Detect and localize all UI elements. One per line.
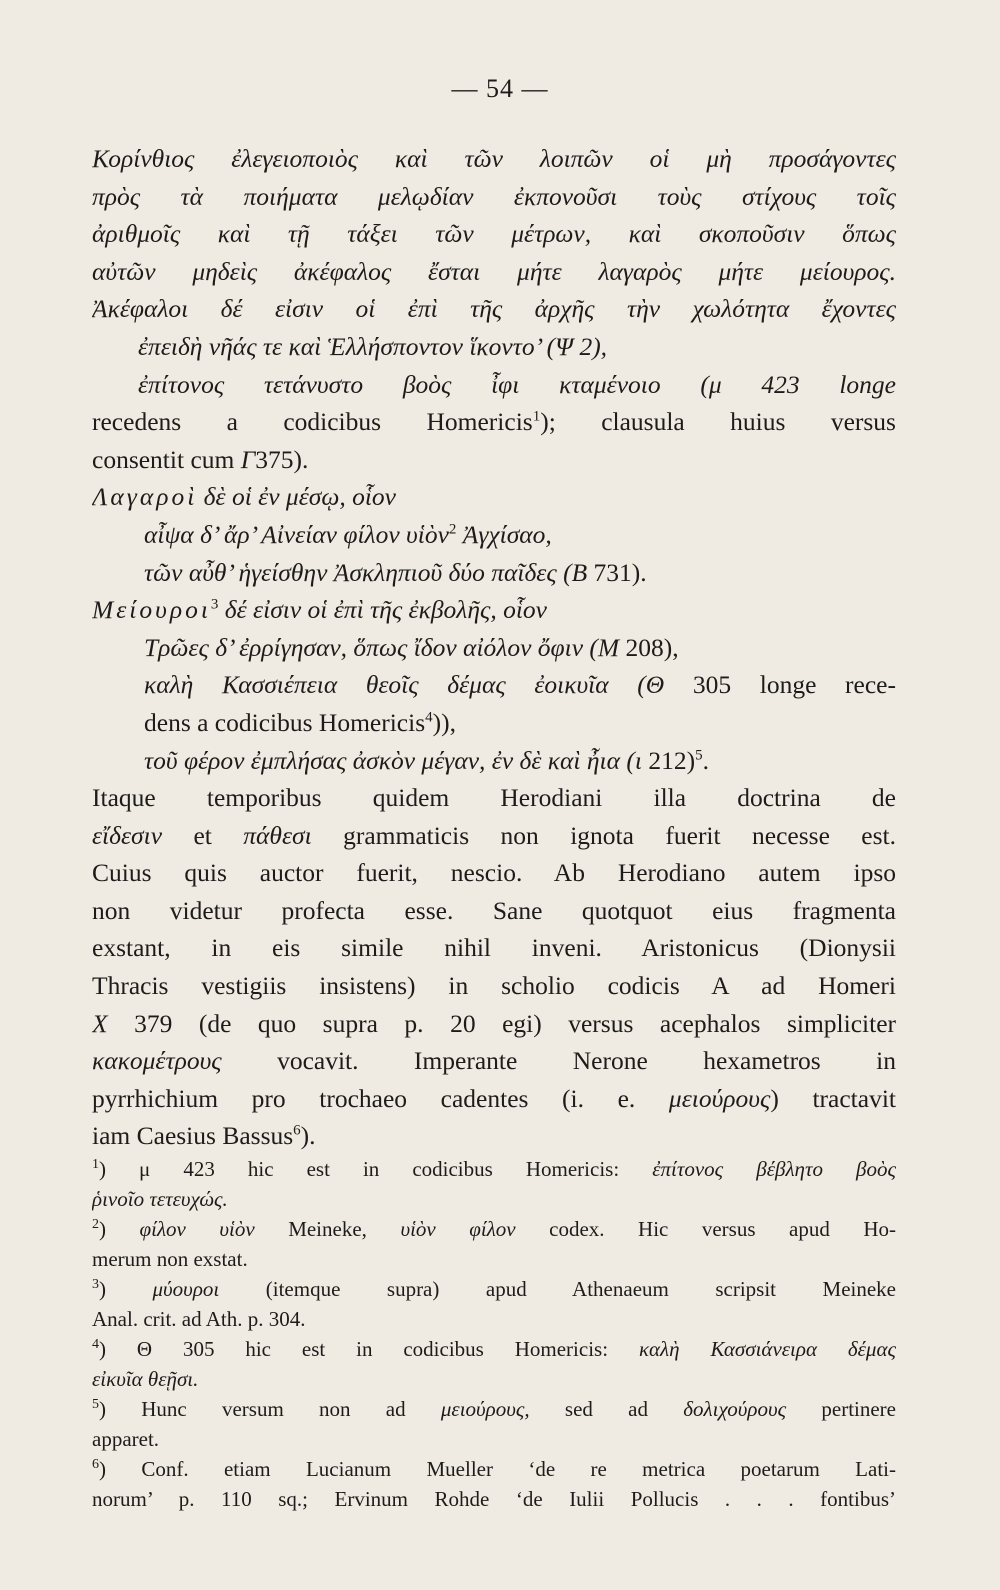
quote-line: αἶψα δ’ ἄρ’ Αἰνείαν φίλον υἱὸν$^2$ Ἀγχίσαο, (144, 519, 552, 549)
quote-line: τοῦ φέρον ἐμπλήσας ἀσκὸν μέγαν, ἐν δὲ καὶ ἦια (ι 212)$^5$. (144, 745, 709, 775)
footnote-ref[interactable]: 1 (532, 408, 541, 425)
text-line: Cuius quis auctor fuerit, nescio. Ab Herodiano autem ipso (92, 858, 896, 888)
section-heading-line: Μείουροι$^3$ δέ εἰσιν οἱ ἐπὶ τῆς ἐκβολῆς, οἷον (92, 595, 547, 625)
text-line: Thracis vestigiis insistens) in scholio codicis A ad Homeri (92, 971, 896, 1001)
text-line: πρὸς τὰ ποιήματα μελῳδίαν ἐκπονοῦσι τοὺς στίχους τοῖς (92, 181, 896, 211)
footnote-2: $^2$) φίλον υἱὸν Meineke, υἱὸν φίλον codex. Hic versus apud Ho- (92, 1217, 896, 1241)
footnote-ref[interactable]: 5 (695, 747, 703, 763)
text-line: pyrrhichium pro trochaeo cadentes (i. e. μειούρους) tractavit (92, 1083, 896, 1113)
quote-line: ἐπίτονος τετάνυστο βοὸς ἶφι κταμένοιο (μ 423 longe (138, 369, 896, 399)
footnote-5: $^5$) Hunc versum non ad μειούρους, sed ad δολιχούρους pertinere (92, 1397, 896, 1421)
footnote-1-cont: ῥινοῖο τετευχώς. (92, 1187, 228, 1211)
footnote-ref[interactable]: 6 (293, 1122, 301, 1139)
term-lagaroi: Λαγαροὶ (92, 482, 198, 512)
footnote-5-cont: apparet. (92, 1427, 160, 1451)
footnote-4: $^4$) Θ 305 hic est in codicibus Homericis: καλὴ Κασσιάνειρα δέμας (92, 1337, 896, 1361)
footnote-2-cont: merum non exstat. (92, 1247, 248, 1271)
text-line: iam Caesius Bassus$^6$). (92, 1121, 316, 1151)
text-line: consentit cum Γ375). (92, 444, 309, 474)
text-line: non videtur profecta esse. Sane quotquot eius fragmenta (92, 895, 896, 925)
footnotes (92, 1154, 896, 1514)
section-heading-line: Λαγαροὶ δὲ οἱ ἐν μέσῳ, οἷον (92, 482, 396, 512)
main-text (92, 140, 896, 1155)
quote-line: τῶν αὖθ’ ἡγείσθην Ἀσκληπιοῦ δύο παῖδες (Β 731). (144, 557, 647, 587)
footnote-ref[interactable]: 2 (448, 521, 457, 538)
text-line: αὐτῶν μηδεὶς ἀκέφαλος ἔσται μήτε λαγαρὸς μήτε μείουρος. (92, 256, 896, 286)
text-line: κακομέτρους vocavit. Imperante Nerone hexametros in (92, 1046, 896, 1076)
text-line: Χ 379 (de quo supra p. 20 egi) versus acephalos simpliciter (92, 1008, 896, 1038)
quote-line: καλὴ Κασσιέπεια θεοῖς δέμας ἐοικυῖα (Θ 305 longe rece- (144, 670, 896, 700)
text-line: εἴδεσιν et πάθεσι grammaticis non ignota fuerit necesse est. (92, 820, 896, 850)
page-number: — 54 — (451, 74, 549, 103)
quote-line: dens a codicibus Homericis$^4$)), (144, 707, 456, 737)
footnote-3-cont: Anal. crit. ad Ath. p. 304. (92, 1307, 306, 1331)
text-line: exstant, in eis simile nihil inveni. Aristonicus (Dionysii (92, 933, 896, 963)
footnote-ref[interactable]: 4 (425, 709, 433, 726)
term-meiouroi: Μείουροι (92, 595, 211, 625)
text-line: Ἀκέφαλοι δέ εἰσιν οἱ ἐπὶ τῆς ἀρχῆς τὴν χωλότητα ἔχοντες (92, 294, 896, 324)
footnote-ref[interactable]: 3 (210, 596, 219, 613)
text-line: ἀριθμοῖς καὶ τῇ τάξει τῶν μέτρων, καὶ σκοποῦσιν ὅπως (92, 219, 896, 249)
quote-line: ἐπειδὴ νῆάς τε καὶ Ἑλλήσποντον ἵκοντο’ (Ψ 2), (138, 331, 608, 361)
quote-line: Τρῶες δ’ ἐρρίγησαν, ὅπως ἴδον αἰόλον ὄφιν (Μ 208), (144, 632, 679, 662)
text-line: Κορίνθιος ἐλεγειοποιὸς καὶ τῶν λοιπῶν οἱ μὴ προσάγοντες (92, 144, 896, 173)
footnote-3: $^3$) μύουροι (itemque supra) apud Athenaeum scripsit Meineke (92, 1277, 896, 1301)
text-line: recedens a codicibus Homericis$^1$); clausula huius versus (92, 407, 896, 437)
text-line: Itaque temporibus quidem Herodiani illa doctrina de (92, 783, 896, 813)
footnote-6-cont: norum’ p. 110 sq.; Ervinum Rohde ‘de Iulii Pollucis . . . fontibus’ (92, 1487, 896, 1511)
footnote-4-cont: εἰκυῖα θεῇσι. (92, 1367, 199, 1391)
footnote-6: $^6$) Conf. etiam Lucianum Mueller ‘de re metrica poetarum Lati- (92, 1457, 896, 1481)
footnote-1: $^1$) μ 423 hic est in codicibus Homericis: ἐπίτονος βέβλητο βοὸς (92, 1157, 896, 1181)
